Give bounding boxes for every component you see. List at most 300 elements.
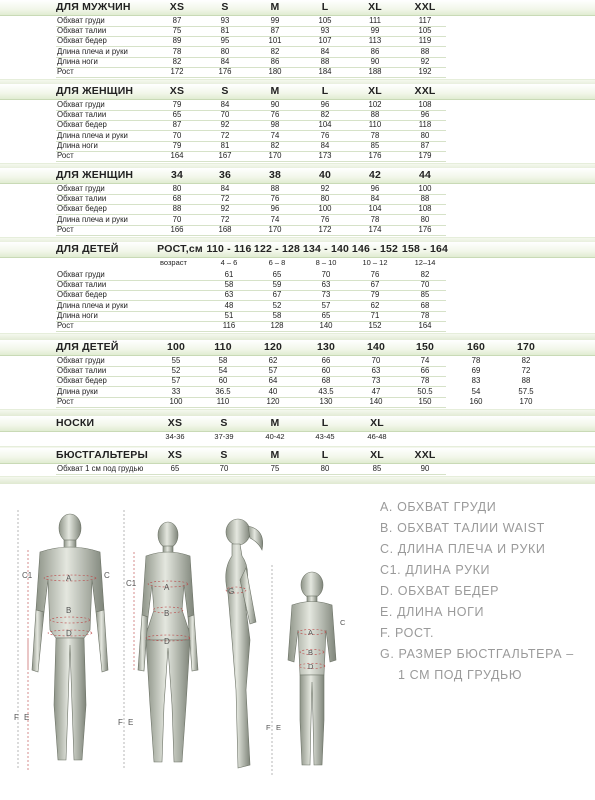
cell-value: 176 bbox=[218, 67, 232, 76]
cell-value: 50.5 bbox=[417, 386, 433, 396]
body-measurement-figures bbox=[0, 490, 380, 790]
legend-item-g: G. РАЗМЕР БЮСТГАЛЬТЕРА – bbox=[380, 647, 574, 661]
size-header: 140 bbox=[366, 341, 386, 353]
cell-value: 96 bbox=[370, 184, 380, 193]
cell-value: 152 bbox=[368, 321, 382, 330]
size-header: XXL bbox=[414, 85, 436, 97]
cell-value: 90 bbox=[420, 464, 430, 473]
section-header bbox=[0, 448, 595, 464]
table-row bbox=[0, 194, 595, 204]
section-header bbox=[0, 84, 595, 100]
cell-value: 176 bbox=[418, 224, 432, 234]
female-side-figure bbox=[226, 519, 263, 768]
cell-value: 61 bbox=[224, 270, 234, 279]
cell-value: 72 bbox=[521, 366, 531, 376]
cell-value: 164 bbox=[170, 151, 184, 160]
table-row bbox=[0, 270, 595, 280]
label-c1-male: C1 bbox=[22, 571, 33, 580]
subheader-value: 6 – 8 bbox=[268, 258, 286, 267]
row-label: Обхват бедер bbox=[57, 36, 107, 46]
label-a-child: A bbox=[308, 628, 314, 637]
cell-value: 107 bbox=[318, 36, 332, 46]
subheader-value: 4 – 6 bbox=[220, 258, 238, 267]
cell-value: 104 bbox=[318, 120, 332, 130]
legend-item-g-cont: 1 СМ ПОД ГРУДЬЮ bbox=[398, 668, 523, 682]
cell-value: 85 bbox=[370, 140, 380, 150]
cell-value: 117 bbox=[418, 16, 432, 25]
table-row bbox=[0, 16, 595, 26]
size-header: L bbox=[321, 449, 329, 461]
row-label: Обхват талии bbox=[57, 366, 107, 376]
row-label: Рост bbox=[57, 321, 74, 330]
cell-value: 70 bbox=[420, 280, 430, 290]
cell-value: 58 bbox=[224, 280, 234, 290]
cell-value: 65 bbox=[170, 464, 180, 473]
cell-value: 167 bbox=[218, 151, 232, 160]
size-header: S bbox=[221, 1, 229, 13]
cell-value: 84 bbox=[320, 46, 330, 56]
cell-value: 170 bbox=[268, 224, 282, 234]
cell-value: 118 bbox=[418, 120, 432, 130]
cell-value: 63 bbox=[371, 366, 381, 376]
cell-value: 68 bbox=[321, 376, 331, 386]
table-row bbox=[0, 100, 595, 110]
cell-value: 74 bbox=[420, 356, 430, 365]
subheader-value: 43-45 bbox=[315, 432, 335, 441]
size-header: XS bbox=[169, 85, 185, 97]
size-header: 122 - 128 bbox=[253, 243, 301, 255]
section-header bbox=[0, 0, 595, 16]
cell-value: 62 bbox=[268, 356, 278, 365]
cell-value: 88 bbox=[270, 184, 280, 193]
size-header: 170 bbox=[516, 341, 536, 353]
row-label: Обхват талии bbox=[57, 26, 107, 36]
cell-value: 70 bbox=[371, 356, 381, 365]
table-row bbox=[0, 290, 595, 300]
legend-item-d: D. ОБХВАТ БЕДЕР bbox=[380, 584, 500, 598]
cell-value: 33 bbox=[171, 386, 181, 396]
size-header: XXL bbox=[414, 449, 436, 461]
row-label: Длина плеча и руки bbox=[57, 214, 128, 224]
size-header: XL bbox=[368, 85, 382, 97]
cell-value: 98 bbox=[270, 120, 280, 130]
size-header: 110 - 116 bbox=[206, 243, 252, 255]
table-row bbox=[0, 280, 595, 290]
cell-value: 78 bbox=[370, 214, 380, 224]
cell-value: 88 bbox=[172, 204, 182, 214]
cell-value: 54 bbox=[218, 366, 228, 376]
table-row bbox=[0, 376, 595, 386]
cell-value: 82 bbox=[521, 356, 531, 365]
size-header: 150 bbox=[415, 341, 435, 353]
row-label: Рост bbox=[57, 224, 74, 234]
cell-value: 140 bbox=[319, 321, 333, 330]
cell-value: 78 bbox=[420, 376, 430, 386]
size-header: L bbox=[321, 1, 329, 13]
size-header: XL bbox=[368, 1, 382, 13]
size-header: 42 bbox=[368, 169, 382, 181]
legend-item-a: A. ОБХВАТ ГРУДИ bbox=[380, 500, 497, 514]
table-row bbox=[0, 151, 595, 161]
table-row bbox=[0, 311, 595, 321]
cell-value: 110 bbox=[368, 120, 382, 130]
section-footer-band bbox=[0, 476, 595, 484]
row-label: Длина плеча и руки bbox=[57, 130, 128, 140]
cell-value: 80 bbox=[172, 184, 182, 193]
measurement-legend bbox=[380, 500, 595, 689]
cell-value: 100 bbox=[169, 396, 183, 406]
cell-value: 76 bbox=[370, 270, 380, 279]
cell-value: 93 bbox=[320, 26, 330, 36]
cell-value: 71 bbox=[370, 310, 380, 320]
cell-value: 86 bbox=[270, 56, 280, 66]
cell-value: 172 bbox=[318, 224, 332, 234]
cell-value: 82 bbox=[420, 270, 430, 279]
cell-value: 68 bbox=[420, 300, 430, 310]
subheader-row bbox=[0, 432, 595, 442]
size-header: 38 bbox=[268, 169, 282, 181]
cell-value: 170 bbox=[268, 151, 282, 160]
cell-value: 92 bbox=[320, 184, 330, 193]
legend-item-c: C. ДЛИНА ПЛЕЧА И РУКИ bbox=[380, 542, 546, 556]
row-divider bbox=[56, 161, 446, 162]
table-row bbox=[0, 356, 595, 366]
label-a-male: A bbox=[66, 574, 72, 583]
cell-value: 60 bbox=[218, 376, 228, 386]
size-header: РОСТ,см bbox=[157, 243, 203, 255]
cell-value: 96 bbox=[320, 100, 330, 109]
row-label: Длина ноги bbox=[57, 140, 98, 150]
row-label: Обхват груди bbox=[57, 356, 105, 365]
cell-value: 84 bbox=[370, 194, 380, 204]
legend-item-c1: C1. ДЛИНА РУКИ bbox=[380, 563, 491, 577]
cell-value: 51 bbox=[224, 310, 234, 320]
cell-value: 168 bbox=[218, 224, 232, 234]
cell-value: 76 bbox=[320, 214, 330, 224]
table-row bbox=[0, 204, 595, 214]
cell-value: 110 bbox=[216, 396, 230, 406]
cell-value: 52 bbox=[171, 366, 181, 376]
subheader-value: 12–14 bbox=[414, 258, 436, 267]
size-header: M bbox=[270, 417, 280, 429]
cell-value: 88 bbox=[370, 110, 380, 120]
cell-value: 70 bbox=[172, 214, 182, 224]
subheader-value: 10 – 12 bbox=[362, 258, 388, 267]
cell-value: 79 bbox=[172, 100, 182, 109]
row-divider bbox=[56, 474, 446, 475]
cell-value: 36.5 bbox=[215, 386, 231, 396]
size-header: M bbox=[270, 85, 280, 97]
subheader-value: 46-48 bbox=[367, 432, 387, 441]
cell-value: 59 bbox=[272, 280, 282, 290]
cell-value: 108 bbox=[418, 204, 432, 214]
row-divider bbox=[56, 235, 446, 236]
cell-value: 81 bbox=[220, 26, 230, 36]
cell-value: 57 bbox=[171, 376, 181, 386]
row-label: Обхват груди bbox=[57, 270, 105, 279]
subheader-value: 34-36 bbox=[165, 432, 185, 441]
cell-value: 68 bbox=[172, 194, 182, 204]
row-divider bbox=[56, 77, 446, 78]
cell-value: 55 bbox=[171, 356, 181, 365]
cell-value: 92 bbox=[220, 120, 230, 130]
section-title: БЮСТГАЛЬТЕРЫ bbox=[56, 449, 148, 461]
cell-value: 57 bbox=[321, 300, 331, 310]
size-header: XL bbox=[370, 449, 384, 461]
cell-value: 93 bbox=[220, 16, 230, 25]
size-header: S bbox=[220, 449, 228, 461]
table-row bbox=[0, 464, 595, 474]
subheader-value: 37-39 bbox=[214, 432, 234, 441]
row-label: Обхват талии bbox=[57, 194, 107, 204]
cell-value: 57.5 bbox=[518, 386, 534, 396]
cell-value: 84 bbox=[220, 100, 230, 109]
cell-value: 105 bbox=[418, 26, 432, 36]
row-label: Обхват груди bbox=[57, 16, 105, 25]
cell-value: 52 bbox=[272, 300, 282, 310]
cell-value: 79 bbox=[172, 140, 182, 150]
row-label: Обхват бедер bbox=[57, 290, 107, 300]
cell-value: 95 bbox=[220, 36, 230, 46]
row-label: Длина ноги bbox=[57, 56, 98, 66]
cell-value: 99 bbox=[370, 26, 380, 36]
cell-value: 104 bbox=[368, 204, 382, 214]
cell-value: 92 bbox=[220, 204, 230, 214]
table-row bbox=[0, 225, 595, 235]
cell-value: 116 bbox=[222, 321, 236, 330]
cell-value: 72 bbox=[220, 194, 230, 204]
cell-value: 74 bbox=[270, 214, 280, 224]
legend-item-f: F. РОСТ. bbox=[380, 626, 435, 640]
cell-value: 179 bbox=[418, 151, 432, 160]
cell-value: 164 bbox=[418, 321, 432, 330]
cell-value: 174 bbox=[368, 224, 382, 234]
cell-value: 85 bbox=[420, 290, 430, 300]
cell-value: 176 bbox=[368, 151, 382, 160]
section-header bbox=[0, 242, 595, 258]
size-header: 146 - 152 bbox=[351, 243, 399, 255]
cell-value: 113 bbox=[368, 36, 382, 46]
row-label: Обхват бедер bbox=[57, 376, 107, 386]
cell-value: 70 bbox=[220, 110, 230, 120]
cell-value: 188 bbox=[368, 67, 382, 76]
cell-value: 47 bbox=[371, 386, 381, 396]
cell-value: 170 bbox=[519, 396, 533, 406]
cell-value: 58 bbox=[218, 356, 228, 365]
row-label: Обхват талии bbox=[57, 110, 107, 120]
section-header bbox=[0, 340, 595, 356]
table-row bbox=[0, 387, 595, 397]
cell-value: 60 bbox=[321, 366, 331, 376]
label-e-child: E bbox=[276, 723, 282, 732]
cell-value: 76 bbox=[270, 194, 280, 204]
size-header: 120 bbox=[263, 341, 283, 353]
legend-item-b: B. ОБХВАТ ТАЛИИ WAIST bbox=[380, 521, 545, 535]
size-header: 40 bbox=[318, 169, 332, 181]
cell-value: 166 bbox=[170, 224, 184, 234]
size-header: S bbox=[221, 85, 229, 97]
cell-value: 92 bbox=[420, 56, 430, 66]
cell-value: 78 bbox=[471, 356, 481, 365]
row-label: Обхват груди bbox=[57, 100, 105, 109]
cell-value: 88 bbox=[420, 46, 430, 56]
cell-value: 82 bbox=[320, 110, 330, 120]
cell-value: 90 bbox=[370, 56, 380, 66]
table-row bbox=[0, 26, 595, 36]
size-header: 160 bbox=[466, 341, 486, 353]
table-row bbox=[0, 141, 595, 151]
cell-value: 87 bbox=[172, 16, 182, 25]
cell-value: 120 bbox=[266, 396, 280, 406]
table-row bbox=[0, 301, 595, 311]
cell-value: 88 bbox=[320, 56, 330, 66]
cell-value: 40 bbox=[268, 386, 278, 396]
row-label: Обхват талии bbox=[57, 280, 107, 290]
size-header: XS bbox=[167, 449, 183, 461]
cell-value: 96 bbox=[420, 110, 430, 120]
label-e-female: E bbox=[128, 718, 134, 727]
label-f-female: F bbox=[118, 718, 123, 727]
row-label: Рост bbox=[57, 396, 74, 406]
cell-value: 180 bbox=[268, 67, 282, 76]
cell-value: 66 bbox=[321, 356, 331, 365]
cell-value: 79 bbox=[370, 290, 380, 300]
label-b-child: B bbox=[308, 648, 314, 657]
row-label: Длина плеча и руки bbox=[57, 300, 128, 310]
cell-value: 70 bbox=[321, 270, 331, 279]
size-header: 44 bbox=[418, 169, 432, 181]
cell-value: 43.5 bbox=[318, 386, 334, 396]
table-row bbox=[0, 131, 595, 141]
cell-value: 65 bbox=[272, 270, 282, 279]
cell-value: 111 bbox=[369, 16, 381, 25]
cell-value: 100 bbox=[318, 204, 332, 214]
label-d-male: D bbox=[66, 629, 72, 638]
cell-value: 99 bbox=[270, 16, 280, 25]
cell-value: 78 bbox=[172, 46, 182, 56]
table-row bbox=[0, 321, 595, 331]
row-label: Обхват бедер bbox=[57, 120, 107, 130]
cell-value: 73 bbox=[321, 290, 331, 300]
cell-value: 89 bbox=[172, 36, 182, 46]
cell-value: 88 bbox=[420, 194, 430, 204]
cell-value: 70 bbox=[219, 464, 229, 473]
subheader-row bbox=[0, 258, 595, 268]
table-row bbox=[0, 397, 595, 407]
cell-value: 67 bbox=[272, 290, 282, 300]
table-row bbox=[0, 184, 595, 194]
table-row bbox=[0, 110, 595, 120]
cell-value: 87 bbox=[270, 26, 280, 36]
cell-value: 66 bbox=[420, 366, 430, 376]
size-header: 130 bbox=[316, 341, 336, 353]
label-c1-female: C1 bbox=[126, 579, 137, 588]
table-row bbox=[0, 120, 595, 130]
cell-value: 130 bbox=[319, 396, 333, 406]
subheader-label: возраст bbox=[160, 258, 187, 267]
cell-value: 108 bbox=[418, 100, 432, 109]
cell-value: 75 bbox=[270, 464, 280, 473]
cell-value: 86 bbox=[370, 46, 380, 56]
label-e-male: E bbox=[24, 713, 30, 722]
cell-value: 172 bbox=[170, 67, 184, 76]
cell-value: 76 bbox=[270, 110, 280, 120]
cell-value: 82 bbox=[172, 56, 182, 66]
cell-value: 100 bbox=[418, 184, 432, 193]
section-title: НОСКИ bbox=[56, 417, 95, 429]
cell-value: 84 bbox=[220, 184, 230, 193]
cell-value: 63 bbox=[321, 280, 331, 290]
cell-value: 78 bbox=[420, 310, 430, 320]
cell-value: 90 bbox=[270, 100, 280, 109]
size-header: XXL bbox=[414, 1, 436, 13]
table-row bbox=[0, 57, 595, 67]
section-title: ДЛЯ МУЖЧИН bbox=[56, 1, 131, 13]
label-c-male: C bbox=[104, 571, 110, 580]
cell-value: 83 bbox=[471, 376, 481, 386]
cell-value: 150 bbox=[418, 396, 432, 406]
cell-value: 58 bbox=[272, 310, 282, 320]
cell-value: 140 bbox=[369, 396, 383, 406]
cell-value: 87 bbox=[172, 120, 182, 130]
section-header bbox=[0, 168, 595, 184]
cell-value: 87 bbox=[420, 140, 430, 150]
size-header: XL bbox=[370, 417, 384, 429]
section-title: ДЛЯ ЖЕНЩИН bbox=[56, 169, 134, 181]
row-divider bbox=[56, 331, 446, 332]
legend-item-e: E. ДЛИНА НОГИ bbox=[380, 605, 485, 619]
row-label: Длина руки bbox=[57, 386, 98, 396]
cell-value: 57 bbox=[268, 366, 278, 376]
cell-value: 80 bbox=[420, 214, 430, 224]
cell-value: 84 bbox=[220, 56, 230, 66]
section-title: ДЛЯ ДЕТЕЙ bbox=[56, 243, 119, 255]
cell-value: 82 bbox=[270, 46, 280, 56]
label-c-child: C bbox=[340, 618, 346, 627]
cell-value: 80 bbox=[320, 194, 330, 204]
section-title: ДЛЯ ДЕТЕЙ bbox=[56, 341, 119, 353]
cell-value: 67 bbox=[370, 280, 380, 290]
size-header: 34 bbox=[170, 169, 184, 181]
row-label: Рост bbox=[57, 151, 74, 160]
cell-value: 80 bbox=[320, 464, 330, 473]
cell-value: 63 bbox=[224, 290, 234, 300]
size-header: XS bbox=[167, 417, 183, 429]
subheader-value: 40-42 bbox=[265, 432, 285, 441]
cell-value: 73 bbox=[371, 376, 381, 386]
label-g-side: G bbox=[228, 587, 235, 596]
cell-value: 76 bbox=[320, 130, 330, 140]
label-d-child: D bbox=[308, 662, 314, 671]
cell-value: 72 bbox=[220, 130, 230, 140]
size-header: 110 bbox=[214, 341, 232, 353]
cell-value: 173 bbox=[318, 151, 332, 160]
cell-value: 74 bbox=[270, 130, 280, 140]
cell-value: 80 bbox=[220, 46, 230, 56]
cell-value: 78 bbox=[370, 130, 380, 140]
row-divider bbox=[56, 407, 446, 408]
cell-value: 192 bbox=[418, 67, 432, 76]
row-label: Обхват бедер bbox=[57, 204, 107, 214]
size-header: L bbox=[321, 417, 329, 429]
size-header: XS bbox=[169, 1, 185, 13]
size-header: S bbox=[220, 417, 228, 429]
label-b-female: B bbox=[164, 609, 170, 618]
table-row bbox=[0, 366, 595, 376]
table-row bbox=[0, 36, 595, 46]
size-header: 158 - 164 bbox=[401, 243, 449, 255]
label-b-male: B bbox=[66, 606, 72, 615]
